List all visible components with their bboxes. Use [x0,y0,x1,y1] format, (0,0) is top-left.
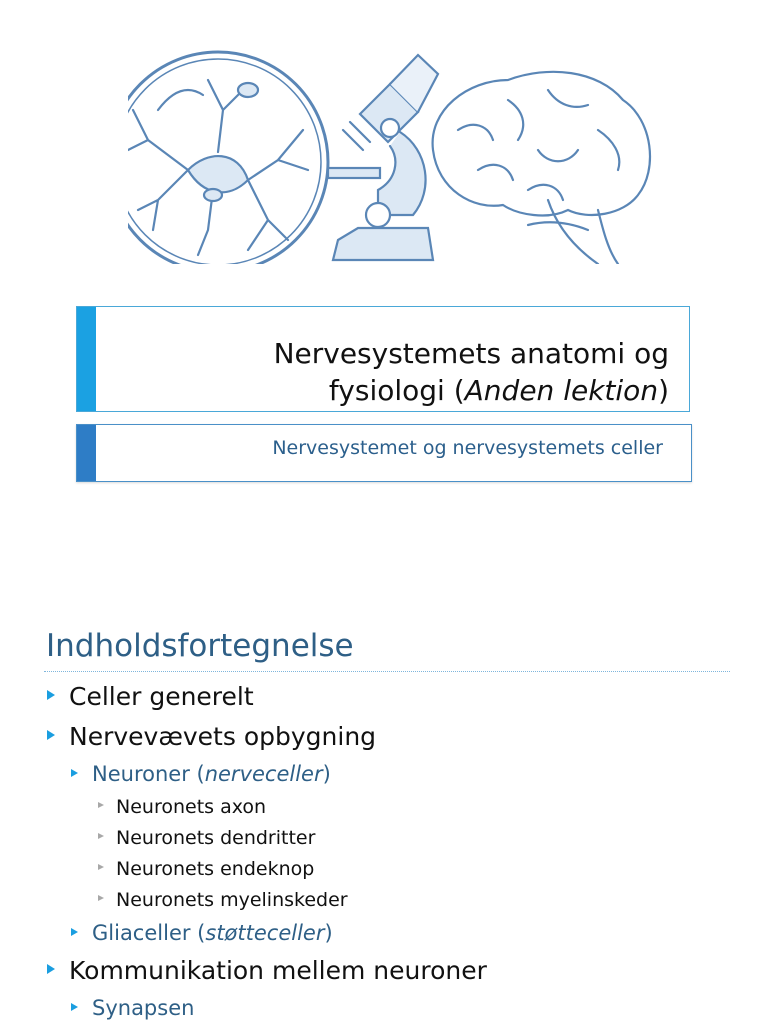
toc-subsubitem: Neuronets dendritter [116,827,316,849]
title-accent-bar [77,307,96,411]
neuron-microscope-brain-illustration [128,50,654,264]
bullet-arrow-icon [98,864,104,870]
toc-item: Celler generelt [69,682,254,711]
toc-subitem [92,762,331,786]
toc-subsubitem: Neuronets myelinskeder [116,889,348,911]
slide-subtitle: Nervesystemet og nervesystemets celler [272,437,663,459]
toc-divider [44,671,730,672]
subtitle-box [76,424,692,482]
title-line2-italic: Anden lektion [464,374,659,407]
toc-subitem-prefix: Gliaceller ( [92,921,206,945]
toc-subsubitem: Neuronets endeknop [116,858,315,880]
banner-illustration [128,50,654,264]
subtitle-accent-bar [77,425,96,481]
toc-subitem-suffix: ) [322,762,331,786]
toc-subitem-italic: støtteceller [205,921,325,945]
bullet-arrow-icon [98,833,104,839]
bullet-arrow-icon [98,802,104,808]
bullet-arrow-icon [71,769,78,777]
bullet-arrow-icon [47,730,55,740]
bullet-arrow-icon [71,928,78,936]
toc-subsubitem: Neuronets axon [116,796,267,818]
bullet-arrow-icon [47,964,55,974]
bullet-arrow-icon [71,1003,78,1011]
toc-heading: Indholdsfortegnelse [46,628,354,664]
slide-title-line2 [109,372,669,409]
toc-item: Kommunikation mellem neuroner [69,956,487,985]
toc-subitem-italic: nerveceller [204,762,323,786]
toc-subitem: Synapsen [92,996,195,1020]
toc-subitem-suffix: ) [324,921,333,945]
slide-title [109,335,669,409]
title-line2-suffix: ) [658,374,669,407]
slide-title-line1: Nervesystemets anatomi og [273,337,669,370]
title-line2-prefix: fysiologi ( [328,374,465,407]
bullet-arrow-icon [47,690,55,700]
bullet-arrow-icon [98,895,104,901]
title-box [76,306,690,412]
toc-subitem [92,921,333,945]
toc-item: Nervevævets opbygning [69,722,377,751]
toc-subitem-prefix: Neuroner ( [92,762,205,786]
